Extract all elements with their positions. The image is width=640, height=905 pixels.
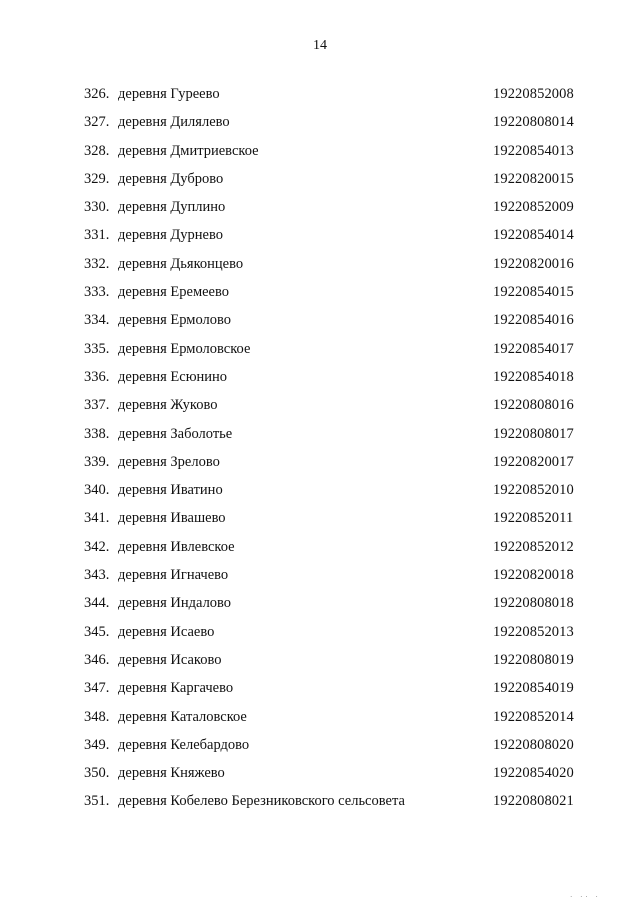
- entry-number: 335.: [84, 340, 110, 357]
- entry-number: 341.: [84, 510, 110, 527]
- entry-code: 19220854014: [493, 227, 574, 244]
- list-item: [0, 165, 640, 193]
- entry-name: деревня Каталовское: [118, 708, 247, 725]
- entry-number: 345.: [84, 623, 110, 640]
- entry-code: 19220852008: [493, 86, 574, 102]
- list-item: [0, 363, 640, 391]
- list-item: [0, 80, 640, 108]
- entry-name: деревня Кобелево Березниковского сельсовета: [118, 793, 405, 810]
- entry-code: 19220852010: [493, 482, 574, 499]
- list-item: [0, 618, 640, 646]
- entry-code: 19220808021: [493, 793, 574, 810]
- entry-code: 19220808014: [493, 114, 574, 131]
- entry-number: 348.: [84, 708, 110, 725]
- entry-name: деревня Каргачево: [118, 680, 234, 697]
- entry-number: 347.: [84, 680, 110, 697]
- list-item: [0, 504, 640, 532]
- entry-number: 342.: [84, 538, 110, 555]
- list-item: [0, 561, 640, 589]
- list-item: [0, 476, 640, 504]
- entry-name: деревня Дурнево: [118, 227, 223, 244]
- entry-number: 351.: [84, 793, 110, 810]
- entry-name: деревня Келебардово: [118, 736, 250, 753]
- entry-code: 19220854019: [493, 680, 574, 697]
- list-item: [0, 533, 640, 561]
- entry-name: деревня Ермолово: [118, 312, 232, 329]
- entry-name: деревня Есюнино: [118, 368, 228, 385]
- entry-name: деревня Еремеево: [118, 284, 229, 301]
- entry-number: 349.: [84, 736, 110, 753]
- entry-number: 346.: [84, 651, 110, 668]
- entry-name: деревня Ивлевское: [118, 538, 235, 555]
- entry-number: 337.: [84, 397, 110, 414]
- entry-number: 331.: [84, 227, 110, 244]
- entry-code: 19220820016: [493, 255, 574, 272]
- list-item: [0, 589, 640, 617]
- list-item: [0, 306, 640, 334]
- list-item: [0, 759, 640, 787]
- entry-code: 19220852013: [493, 623, 574, 640]
- settlement-list: [0, 80, 640, 816]
- entry-name: деревня Ивашево: [118, 510, 226, 527]
- list-item: [0, 420, 640, 448]
- entry-number: 327.: [84, 114, 110, 131]
- entry-number: 343.: [84, 567, 110, 584]
- entry-code: 19220820015: [493, 170, 574, 187]
- page-number: 14: [313, 38, 327, 53]
- list-item: [0, 108, 640, 136]
- entry-code: 19220852009: [493, 199, 574, 216]
- list-item: [0, 448, 640, 476]
- list-item: [0, 703, 640, 731]
- entry-code: 19220820018: [493, 567, 574, 584]
- entry-number: 339.: [84, 453, 110, 470]
- entry-code: 19220808020: [493, 736, 574, 753]
- entry-number: 334.: [84, 312, 110, 329]
- list-item: [0, 250, 640, 278]
- entry-code: 19220808017: [493, 425, 574, 442]
- entry-number: 328.: [84, 142, 110, 159]
- entry-number: 350.: [84, 765, 110, 782]
- entry-code: 19220854018: [493, 368, 574, 385]
- entry-code: 19220852011: [493, 510, 574, 527]
- entry-number: 344.: [84, 595, 110, 612]
- entry-code: 19220852012: [493, 538, 574, 555]
- entry-name: деревня Дмитриевское: [118, 142, 259, 159]
- list-item: [0, 731, 640, 759]
- scan-marks: · ·· ·: [570, 893, 601, 901]
- entry-name: деревня Исаево: [118, 623, 215, 640]
- entry-number: 326.: [84, 86, 110, 102]
- entry-code: 19220854013: [493, 142, 574, 159]
- list-item: [0, 674, 640, 702]
- entry-code: 19220808016: [493, 397, 574, 414]
- list-item: [0, 391, 640, 419]
- entry-code: 19220808018: [493, 595, 574, 612]
- entry-number: 329.: [84, 170, 110, 187]
- entry-number: 333.: [84, 284, 110, 301]
- entry-name: деревня Заболотье: [118, 425, 233, 442]
- entry-name: деревня Дуброво: [118, 170, 224, 187]
- entry-code: 19220854016: [493, 312, 574, 329]
- entry-number: 332.: [84, 255, 110, 272]
- list-item: [0, 787, 640, 815]
- entry-name: деревня Иватино: [118, 482, 223, 499]
- entry-name: деревня Исаково: [118, 651, 222, 668]
- entry-name: деревня Княжево: [118, 765, 225, 782]
- list-item: [0, 137, 640, 165]
- entry-name: деревня Индалово: [118, 595, 232, 612]
- entry-code: 19220854015: [493, 284, 574, 301]
- entry-number: 336.: [84, 368, 110, 385]
- list-item: [0, 221, 640, 249]
- entry-code: 19220854020: [493, 765, 574, 782]
- entry-number: 338.: [84, 425, 110, 442]
- list-item: [0, 646, 640, 674]
- entry-name: деревня Дилялево: [118, 114, 230, 131]
- entry-code: 19220820017: [493, 453, 574, 470]
- entry-name: деревня Гуреево: [118, 86, 220, 102]
- entry-code: 19220854017: [493, 340, 574, 357]
- entry-name: деревня Дьяконцево: [118, 255, 244, 272]
- list-item: [0, 278, 640, 306]
- entry-code: 19220852014: [493, 708, 574, 725]
- entry-name: деревня Ермоловское: [118, 340, 251, 357]
- list-item: [0, 335, 640, 363]
- entry-number: 340.: [84, 482, 110, 499]
- entry-number: 330.: [84, 199, 110, 216]
- list-item: [0, 193, 640, 221]
- entry-name: деревня Дуплино: [118, 199, 226, 216]
- entry-name: деревня Зрелово: [118, 453, 220, 470]
- entry-name: деревня Жуково: [118, 397, 218, 414]
- entry-name: деревня Игначево: [118, 567, 229, 584]
- entry-code: 19220808019: [493, 651, 574, 668]
